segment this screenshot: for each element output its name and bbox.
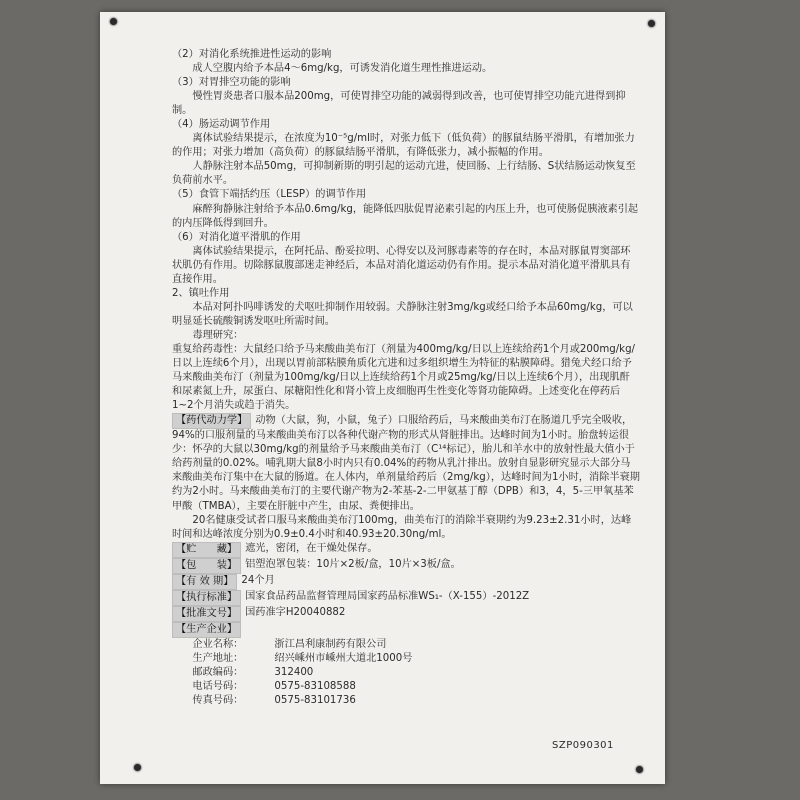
section-body-bowel-1: 离体试验结果提示，在浓度为10⁻⁵g/ml时，对张力低下（低负荷）的豚鼠结肠平滑肌，有增加张力的作用；对张力增加（高负荷）的豚鼠结肠平滑肌，有降低张力，减小振幅的作用。	[172, 133, 635, 159]
pk-body: 动物（大鼠，狗，小鼠，兔子）口服给药后，马来酸曲美布汀在肠道几乎完全吸收，94%的口服剂量的马来酸曲美布汀以各种代谢产物的形式从肾脏排出。达峰时间为1小时。胎盘转运很少：怀孕的大鼠以30mg/kg的剂量给予马来酸曲美布汀（C¹⁴标记），胎儿和羊水中的放射性最大值小于给药剂量的0.02%。哺乳期大鼠8小时内只有0.04%的药物从乳汁排出。放射自显影研究显示大部分马来酸曲美布汀集中在大鼠的肠道。在人体内，单剂量给药后（2mg/kg），达峰时间为1小时，消除半衰期约为2小时。马来酸曲美布汀的主要代谢产物为2-苯基-2-二甲氨基丁醇（DPB）和3，4，5-三甲氧基苯甲酸（TMBA），主要在肝脏中产生，由尿、粪便排出。	[172, 415, 640, 512]
section-title-smooth-muscle: （6）对消化道平滑肌的作用	[172, 231, 301, 243]
package-row	[172, 558, 640, 574]
phone-row	[192, 680, 640, 694]
pk-label: 【药代动力学】	[172, 413, 251, 429]
section-body-lesp: 麻醉狗静脉注射给予本品0.6mg/kg，能降低四肽促胃泌素引起的内压上升，也可使肠促胰液素引起的内压降低得到回升。	[172, 203, 639, 229]
company-key: 企业名称：	[192, 638, 244, 650]
validity-value: 24个月	[241, 574, 275, 586]
section-title-bowel: （4）肠运动调节作用	[172, 119, 271, 131]
print-code: SZP090301	[552, 740, 614, 751]
section-title-gastric-emptying: （3）对胃排空功能的影响	[172, 77, 291, 89]
approval-label: 【批准文号】	[172, 606, 241, 622]
storage-label: 【贮 藏】	[172, 542, 241, 558]
company-row	[192, 638, 640, 652]
phone-value: 0575-83108588	[274, 681, 356, 693]
address-key: 生产地址：	[192, 652, 244, 664]
fax-key: 传真号码：	[192, 695, 244, 707]
pharmacokinetics	[172, 413, 640, 513]
storage-value: 遮光，密闭，在干燥处保存。	[245, 542, 378, 554]
standard-label: 【执行标准】	[172, 590, 241, 606]
section-body-smooth-muscle: 离体试验结果提示，在阿托品、酚妥拉明、心得安以及河豚毒素等的存在时，本品对豚鼠胃窦部环状肌仍有作用。切除豚鼠腹部迷走神经后，本品对消化道运动仍有作用。提示本品对消化道平滑肌具有直接作用。	[172, 245, 631, 285]
zip-key: 邮政编码：	[192, 667, 244, 679]
storage-row	[172, 542, 640, 558]
manufacturer-label: 【生产企业】	[172, 622, 241, 638]
section-title-antiemetic: 2、镇吐作用	[172, 287, 230, 299]
section-body-propulsion: 成人空腹内给予本品4～6mg/kg，可诱发消化道生理性推进运动。	[192, 63, 493, 75]
fax-value: 0575-83101736	[274, 695, 356, 707]
section-body-antiemetic: 本品对阿扑吗啡诱发的犬呕吐抑制作用较弱。犬静脉注射3mg/kg或经口给予本品60mg/kg，可以明显延长硫酸铜诱发呕吐所需时间。	[172, 301, 633, 327]
section-body-bowel-2: 人静脉注射本品50mg，可抑制新斯的明引起的运动亢进，使回肠、上行结肠、S状结肠运动恢复至负荷前水平。	[172, 161, 636, 187]
standard-value: 国家食品药品监督管理局国家药品标准WS₁-（X-155）-2012Z	[245, 590, 530, 602]
manufacturer-row	[172, 622, 640, 638]
standard-row	[172, 590, 640, 606]
pk-body-2: 20名健康受试者口服马来酸曲美布汀100mg，曲美布汀的消除半衰期约为9.23±2.31小时，达峰时间和达峰浓度分别为0.9±0.4小时和40.93±20.30ng/ml。	[172, 514, 632, 540]
package-label: 【包 装】	[172, 558, 241, 574]
pin-bottom-right	[636, 766, 643, 773]
approval-row	[172, 606, 640, 622]
address-row	[192, 652, 640, 666]
package-value: 铝塑泡罩包装：10片×2板/盒，10片×3板/盒。	[245, 558, 461, 570]
toxicology-title: 毒理研究：	[192, 329, 244, 341]
leaflet-text	[172, 48, 640, 708]
section-title-propulsion: （2）对消化系统推进性运动的影响	[172, 49, 332, 60]
zip-row	[192, 666, 640, 680]
approval-value: 国药准字H20040882	[245, 606, 346, 618]
pin-top-left	[110, 18, 117, 25]
toxicology-body: 重复给药毒性：大鼠经口给予马来酸曲美布汀（剂量为400mg/kg/日以上连续给药1个月或200mg/kg/日以上连续6个月），出现以胃前部粘膜角质化亢进和过多组织增生为特征的粘膜障碍。猎兔犬经口给予马来酸曲美布汀（剂量为100mg/kg/日以上连续给药1个月或25mg/kg/日以上连续6个月），出现肌酐和尿素氮上升，尿蛋白、尿糖阳性化和肾小管上皮细胞再生性变化等肾功能障碍。上述变化在停药后1~2个月消失或趋于消失。	[172, 343, 635, 412]
pin-bottom-left	[134, 764, 141, 771]
phone-key: 电话号码：	[192, 681, 244, 693]
fax-row	[192, 694, 640, 708]
company-value: 浙江昌利康制药有限公司	[274, 638, 387, 650]
section-body-gastric-emptying: 慢性胃炎患者口服本品200mg，可使胃排空功能的减弱得到改善，也可使胃排空功能亢进得到抑制。	[172, 91, 626, 117]
pin-top-right	[648, 20, 655, 27]
section-title-lesp: （5）食管下端括约压（LESP）的调节作用	[172, 189, 367, 201]
address-value: 绍兴嵊州市嵊州大道北1000号	[274, 652, 413, 664]
zip-value: 312400	[274, 667, 314, 679]
validity-row	[172, 574, 640, 590]
validity-label: 【有 效 期】	[172, 574, 237, 590]
